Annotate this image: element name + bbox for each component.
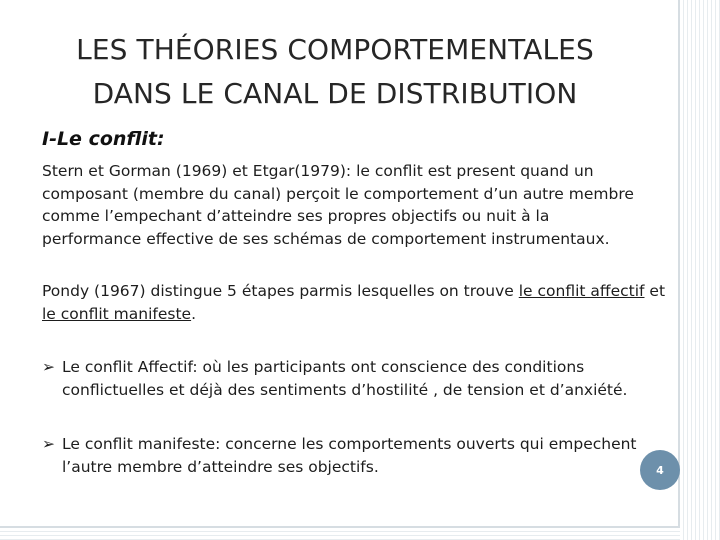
decorative-frame-bottom — [0, 528, 680, 540]
frame-divider-horizontal — [0, 526, 680, 528]
slide-title-line-1: LES THÉORIES COMPORTEMENTALES — [76, 33, 594, 66]
term-affective-conflict: le conflit affectif — [518, 282, 645, 300]
paragraph-pondy-connector: et — [644, 282, 666, 300]
decorative-frame-right — [680, 0, 720, 540]
paragraph-definition: Stern et Gorman (1969) et Etgar(1979): le conflit est present quand un composant (membre du canal) perçoit le comportement d’un autre membre comme l’empechant d’atteindre ses propres objectifs ou nuit à la performance effective de ses schémas de comportement instrumentaux. — [42, 162, 634, 248]
page-number-badge: 4 — [640, 450, 680, 490]
section-heading: I-Le conflit: — [42, 128, 165, 150]
arrow-bullet-icon: ➢ — [42, 435, 55, 453]
arrow-bullet-icon: ➢ — [42, 358, 55, 376]
paragraph-pondy-text: Pondy (1967) distingue 5 étapes parmis lesquelles on trouve — [42, 282, 519, 300]
term-manifest-conflict: le conflit manifeste — [42, 304, 192, 323]
bullet-text: Le conflit Affectif: où les participants ont conscience des conditions conflictuelles et déjà des sentiments d’hostilité , de tension et d’anxiété. — [62, 358, 628, 399]
bullet-text: Le conflit manifeste: concerne les comportements ouverts qui empechent l’autre membre d’atteindre ses objectifs. — [62, 435, 637, 476]
paragraph-pondy-end: . — [191, 304, 197, 323]
slide-title — [30, 28, 640, 116]
slide-title-line-2: DANS LE CANAL DE DISTRIBUTION — [92, 77, 578, 110]
paragraph-pondy — [42, 280, 682, 325]
